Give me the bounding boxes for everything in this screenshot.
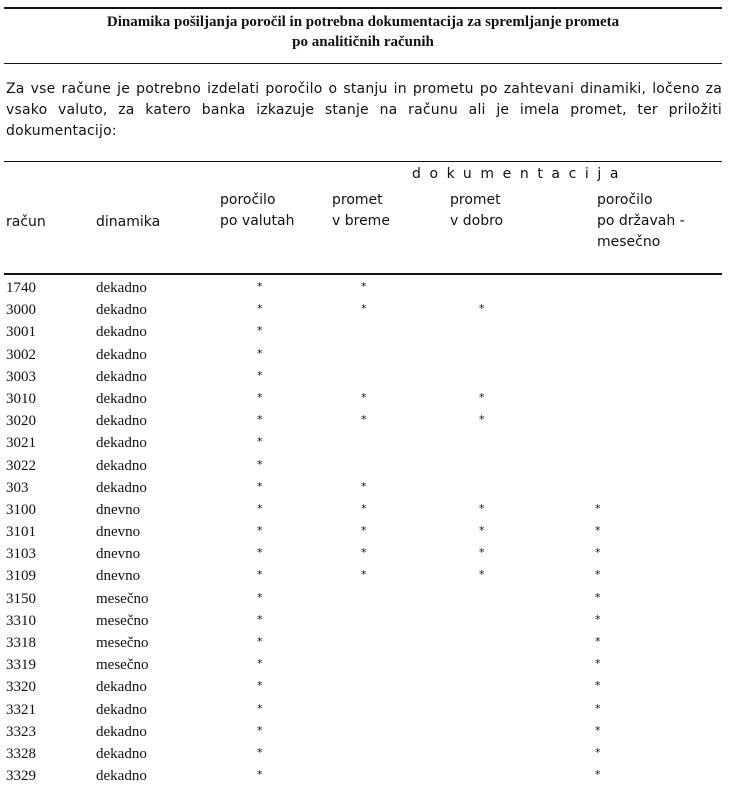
mark-porocilo-po-drzavah: * — [595, 524, 601, 538]
cell-dinamika: dnevno — [96, 524, 141, 541]
title-rule — [4, 63, 722, 64]
table-row — [0, 344, 732, 366]
mark-porocilo-po-valutah: * — [257, 524, 263, 538]
mark-promet-v-breme: * — [361, 280, 367, 293]
table-row — [0, 299, 732, 321]
mark-promet-v-breme: * — [361, 501, 367, 515]
cell-dinamika: dekadno — [96, 723, 147, 740]
mark-porocilo-po-valutah: * — [257, 546, 263, 560]
cell-dinamika: dekadno — [96, 390, 147, 407]
table-row — [0, 654, 732, 676]
cell-racun: 3310 — [6, 612, 36, 629]
table-row — [0, 610, 732, 632]
table-row — [0, 521, 732, 543]
mark-porocilo-po-valutah: * — [257, 635, 263, 648]
table-row — [0, 699, 732, 721]
mark-promet-v-breme: * — [361, 546, 367, 560]
cell-dinamika: dekadno — [96, 302, 147, 319]
cell-racun: 3001 — [6, 324, 36, 341]
mark-porocilo-po-drzavah: * — [595, 701, 601, 715]
cell-racun: 3109 — [6, 568, 36, 585]
cell-dinamika: dekadno — [96, 435, 147, 452]
mark-porocilo-po-drzavah: * — [595, 568, 601, 582]
mark-promet-v-breme: * — [361, 302, 367, 316]
table-row — [0, 765, 732, 787]
mark-porocilo-po-valutah: * — [257, 390, 263, 404]
column-header-line: promet — [332, 192, 383, 208]
table-row — [0, 321, 732, 343]
cell-racun: 3100 — [6, 501, 36, 518]
mark-porocilo-po-valutah: * — [257, 302, 263, 316]
table-body — [0, 277, 732, 787]
cell-dinamika: dekadno — [96, 368, 147, 385]
mark-promet-v-dobro: * — [479, 390, 485, 404]
table-row — [0, 676, 732, 698]
page-title — [4, 12, 722, 52]
dokumentacija-group-header: dokumentacija — [412, 166, 628, 182]
mark-porocilo-po-drzavah: * — [595, 745, 601, 759]
column-header-line: poročilo — [597, 192, 653, 208]
table-row — [0, 543, 732, 565]
column-header-promet-v-dobro — [450, 190, 503, 232]
mark-porocilo-po-valutah: * — [257, 657, 263, 671]
table-header-rule — [4, 273, 722, 275]
mark-porocilo-po-drzavah: * — [595, 546, 601, 560]
cell-dinamika: mesečno — [96, 612, 149, 629]
table-row — [0, 277, 732, 299]
mark-porocilo-po-valutah: * — [257, 612, 263, 626]
cell-dinamika: dekadno — [96, 768, 147, 785]
mark-promet-v-breme: * — [361, 479, 367, 493]
mark-porocilo-po-valutah: * — [257, 723, 263, 737]
top-rule — [4, 7, 722, 9]
mark-porocilo-po-valutah: * — [257, 590, 263, 604]
mark-porocilo-po-valutah: * — [257, 679, 263, 693]
cell-racun: 3328 — [6, 745, 36, 762]
mark-porocilo-po-valutah: * — [257, 501, 263, 515]
mark-porocilo-po-valutah: * — [257, 701, 263, 715]
table-row — [0, 632, 732, 654]
column-header-porocilo-po-valutah — [220, 190, 294, 232]
column-header-dinamika: dinamika — [96, 214, 161, 230]
mark-porocilo-po-valutah: * — [257, 346, 263, 360]
table-row — [0, 410, 732, 432]
mark-porocilo-po-valutah: * — [257, 479, 263, 493]
cell-dinamika: dekadno — [96, 457, 147, 474]
cell-racun: 3323 — [6, 723, 36, 740]
mark-promet-v-dobro: * — [479, 524, 485, 538]
intro-paragraph: Za vse račune je potrebno izdelati poročilo o stanju in prometu po zahtevani dinamiki, ločeno za vsako valuto, za katero banka izkazuje stanje na računu ali je imela promet, ter priložiti dokumentacijo: — [6, 81, 722, 139]
table-top-rule — [4, 161, 722, 162]
column-header-line: po valutah — [220, 213, 295, 229]
cell-dinamika: dekadno — [96, 324, 147, 341]
cell-dinamika: dekadno — [96, 679, 147, 696]
column-header-porocilo-po-drzavah — [597, 190, 685, 253]
cell-racun: 3010 — [6, 390, 36, 407]
table-row — [0, 499, 732, 521]
cell-dinamika: dekadno — [96, 745, 147, 762]
column-header-line: v breme — [332, 213, 390, 229]
cell-racun: 3020 — [6, 413, 36, 430]
cell-racun: 1740 — [6, 280, 36, 296]
cell-racun: 3150 — [6, 590, 36, 607]
cell-dinamika: dekadno — [96, 413, 147, 430]
cell-dinamika: dekadno — [96, 280, 147, 296]
mark-porocilo-po-drzavah: * — [595, 635, 601, 648]
cell-racun: 3103 — [6, 546, 36, 563]
mark-promet-v-breme: * — [361, 524, 367, 538]
cell-dinamika: dnevno — [96, 568, 141, 585]
cell-racun: 3000 — [6, 302, 36, 319]
table-row — [0, 721, 732, 743]
table-row — [0, 432, 732, 454]
cell-dinamika: mesečno — [96, 635, 149, 651]
mark-promet-v-breme: * — [361, 390, 367, 404]
mark-promet-v-dobro: * — [479, 413, 485, 427]
mark-porocilo-po-valutah: * — [257, 280, 263, 293]
mark-porocilo-po-valutah: * — [257, 768, 263, 782]
mark-promet-v-dobro: * — [479, 302, 485, 316]
table-row — [0, 743, 732, 765]
cell-racun: 3321 — [6, 701, 36, 718]
mark-promet-v-dobro: * — [479, 546, 485, 560]
mark-porocilo-po-drzavah: * — [595, 723, 601, 737]
cell-dinamika: dekadno — [96, 479, 147, 496]
mark-porocilo-po-valutah: * — [257, 568, 263, 582]
mark-porocilo-po-valutah: * — [257, 435, 263, 449]
title-line-1: Dinamika pošiljanja poročil in potrebna dokumentacija za spremljanje prometa — [106, 14, 620, 30]
cell-racun: 3319 — [6, 657, 36, 674]
column-header-line: po državah - — [597, 213, 685, 229]
mark-porocilo-po-valutah: * — [257, 324, 263, 338]
mark-porocilo-po-drzavah: * — [595, 657, 601, 671]
mark-porocilo-po-drzavah: * — [595, 612, 601, 626]
cell-dinamika: mesečno — [96, 657, 149, 674]
mark-porocilo-po-valutah: * — [257, 413, 263, 427]
mark-porocilo-po-drzavah: * — [595, 590, 601, 604]
table-row — [0, 455, 732, 477]
cell-racun: 3320 — [6, 679, 36, 696]
mark-porocilo-po-drzavah: * — [595, 679, 601, 693]
cell-dinamika: mesečno — [96, 590, 149, 607]
cell-racun: 3022 — [6, 457, 36, 474]
column-header-racun: račun — [6, 214, 46, 230]
mark-porocilo-po-valutah: * — [257, 745, 263, 759]
mark-porocilo-po-valutah: * — [257, 457, 263, 471]
table-row — [0, 588, 732, 610]
cell-racun: 3002 — [6, 346, 36, 363]
table-row — [0, 366, 732, 388]
mark-porocilo-po-drzavah: * — [595, 501, 601, 515]
mark-porocilo-po-drzavah: * — [595, 768, 601, 782]
cell-dinamika: dnevno — [96, 501, 141, 518]
table-row — [0, 477, 732, 499]
cell-dinamika: dnevno — [96, 546, 141, 563]
mark-porocilo-po-valutah: * — [257, 368, 263, 382]
mark-promet-v-dobro: * — [479, 568, 485, 582]
mark-promet-v-breme: * — [361, 413, 367, 427]
mark-promet-v-dobro: * — [479, 501, 485, 515]
cell-racun: 303 — [6, 479, 29, 496]
title-line-2: po analitičnih računih — [292, 34, 434, 50]
column-header-line: promet — [450, 192, 501, 208]
cell-dinamika: dekadno — [96, 701, 147, 718]
mark-promet-v-breme: * — [361, 568, 367, 582]
cell-racun: 3021 — [6, 435, 36, 452]
column-header-promet-v-breme — [332, 190, 390, 232]
column-header-line: poročilo — [220, 192, 276, 208]
column-header-line: v dobro — [450, 213, 504, 229]
table-row — [0, 388, 732, 410]
cell-racun: 3329 — [6, 768, 36, 785]
cell-racun: 3101 — [6, 524, 36, 541]
column-header-line: mesečno — [597, 234, 661, 250]
table-row — [0, 565, 732, 587]
cell-racun: 3003 — [6, 368, 36, 385]
cell-dinamika: dekadno — [96, 346, 147, 363]
cell-racun: 3318 — [6, 635, 36, 651]
